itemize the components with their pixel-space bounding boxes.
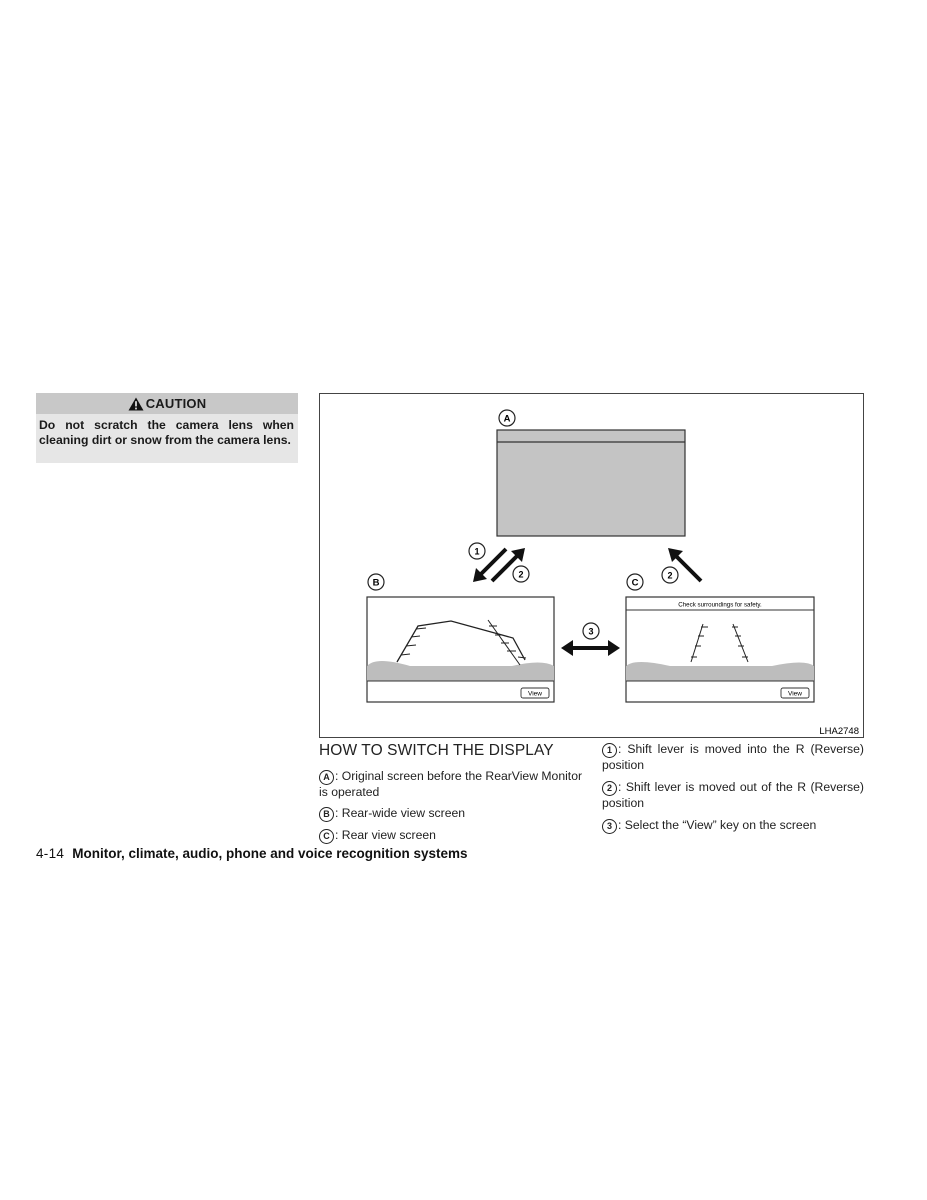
step-mark-1: 1 [602, 743, 617, 758]
step-item-3 [602, 818, 864, 834]
caution-text: Do not scratch the camera lens when cleaning dirt or snow from the camera lens. [36, 414, 298, 463]
screen-b [367, 597, 554, 702]
screen-c-view-key: View [788, 690, 802, 698]
page-number: 4-14 [36, 846, 65, 861]
step-3-marker [583, 623, 599, 639]
chapter-title: Monitor, climate, audio, phone and voice recognition systems [72, 846, 468, 861]
step-1-marker [469, 543, 485, 559]
legend-mark-c: C [319, 829, 334, 844]
arrow-b-c-double [561, 640, 620, 656]
screen-c-message: Check surroundings for safety. [678, 601, 762, 609]
legend-text-c: : Rear view screen [335, 828, 436, 842]
legend-text-a: : Original screen before the RearView Monitor is operated [319, 769, 583, 799]
screen-a [497, 430, 685, 536]
caution-box [36, 393, 298, 465]
section-title: HOW TO SWITCH THE DISPLAY [319, 742, 554, 759]
display-switch-figure [319, 393, 864, 738]
step-2-marker-left [513, 566, 529, 582]
step-text-3: : Select the “View” key on the screen [618, 818, 817, 832]
svg-text:A: A [503, 413, 511, 425]
label-a-marker [499, 410, 515, 426]
legend-item-c [319, 828, 585, 844]
step-text-2: : Shift lever is moved out of the R (Reverse) position [602, 780, 864, 810]
step-2-marker-right [662, 567, 678, 583]
svg-text:2: 2 [667, 570, 673, 581]
figure-illustration [320, 394, 863, 737]
label-c-marker [627, 574, 643, 590]
step-item-2 [602, 780, 864, 812]
screen-b-view-key: View [528, 690, 542, 698]
legend-mark-a: A [319, 770, 334, 785]
legend-text-b: : Rear-wide view screen [335, 806, 466, 820]
legend-item-a [319, 769, 585, 801]
step-mark-3: 3 [602, 819, 617, 834]
svg-text:2: 2 [518, 569, 524, 580]
svg-text:C: C [631, 577, 639, 589]
warning-triangle-icon [128, 397, 144, 411]
svg-text:3: 3 [588, 626, 594, 637]
legend-mark-b: B [319, 807, 334, 822]
step-text-1: : Shift lever is moved into the R (Reverse) position [602, 742, 864, 772]
step-mark-2: 2 [602, 781, 617, 796]
svg-text:1: 1 [474, 546, 480, 557]
caution-heading: CAUTION [145, 396, 207, 411]
label-b-marker [368, 574, 384, 590]
legend-item-b [319, 806, 585, 822]
step-item-1 [602, 742, 864, 774]
screen-c [626, 597, 814, 702]
page-footer [36, 846, 468, 861]
figure-code: LHA2748 [819, 726, 859, 737]
caution-header [36, 393, 298, 414]
svg-text:B: B [372, 577, 380, 589]
